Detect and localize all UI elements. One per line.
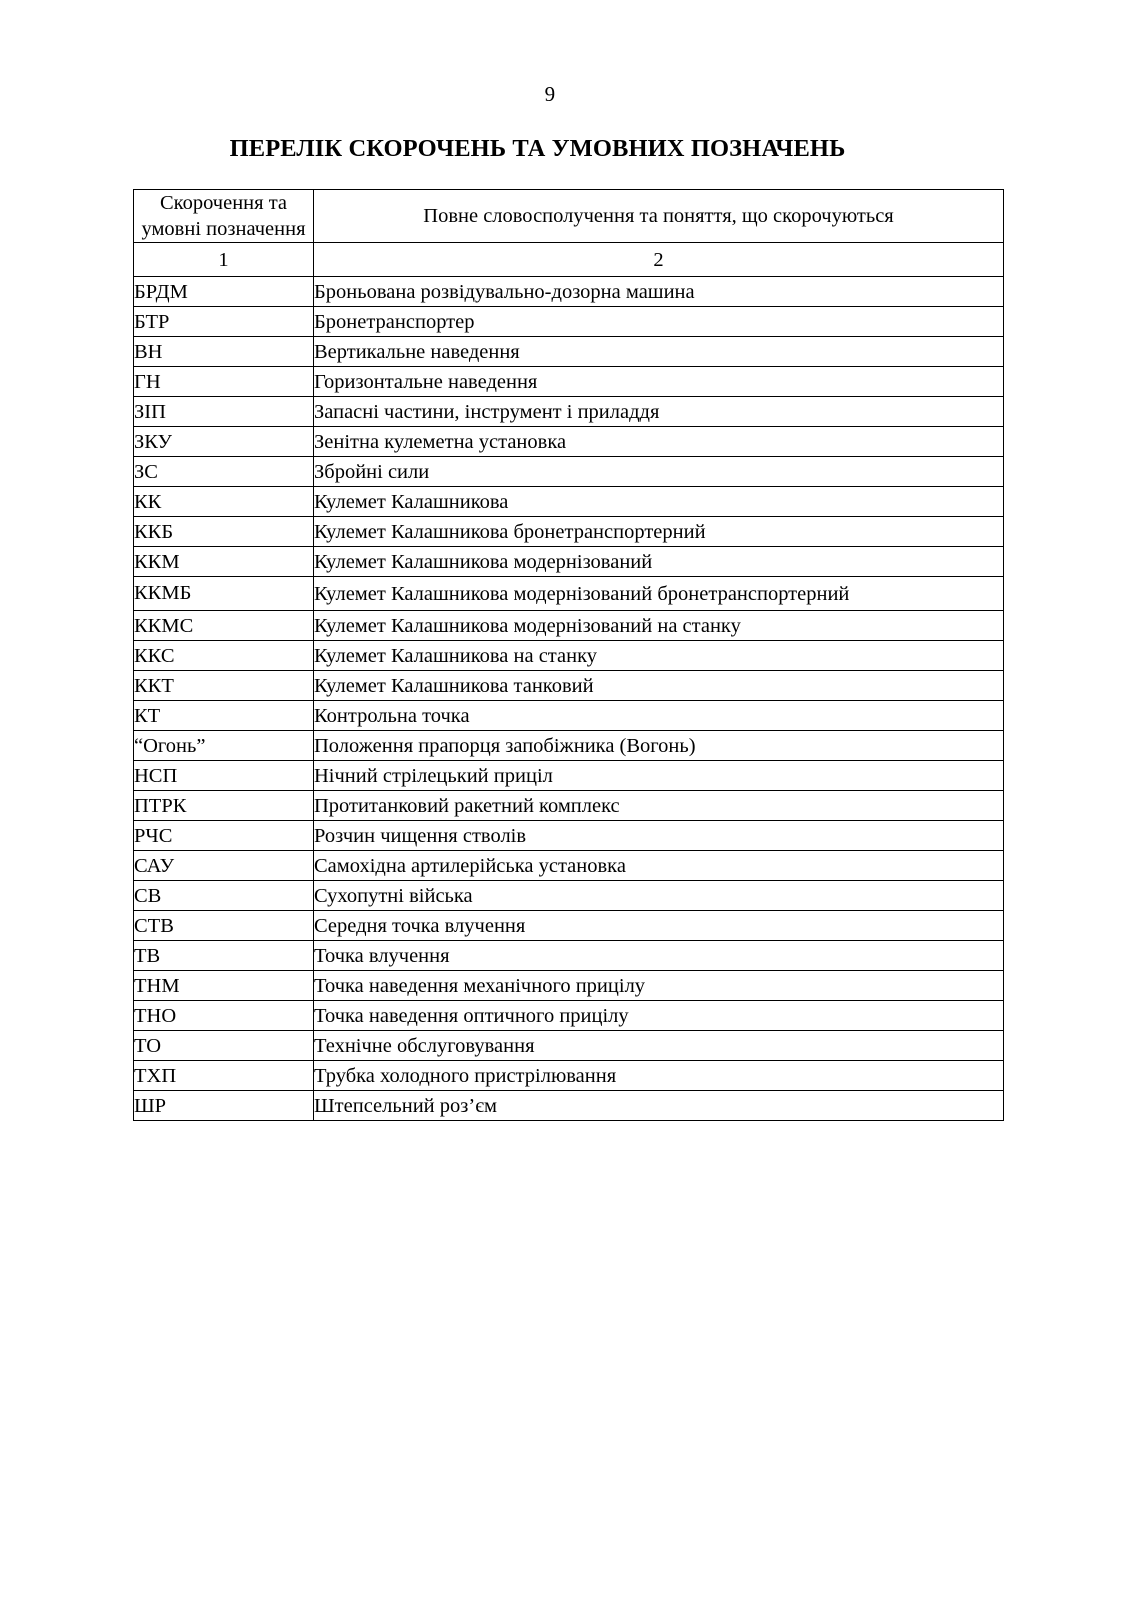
column-number-1: 1 bbox=[134, 243, 314, 277]
cell-abbreviation: НСП bbox=[134, 761, 314, 791]
column-number-2: 2 bbox=[314, 243, 1004, 277]
table-row bbox=[134, 547, 1004, 577]
table-row bbox=[134, 611, 1004, 641]
cell-full-phrase-text: Кулемет Калашникова модернізований бронетранспортерний bbox=[314, 582, 850, 605]
cell-abbreviation: СТВ bbox=[134, 911, 314, 941]
page-title: ПЕРЕЛІК СКОРОЧЕНЬ ТА УМОВНИХ ПОЗНАЧЕНЬ bbox=[229, 135, 846, 162]
table-row bbox=[134, 1091, 1004, 1121]
cell-abbreviation: СВ bbox=[134, 881, 314, 911]
table-row bbox=[134, 821, 1004, 851]
cell-full-phrase: Технічне обслуговування bbox=[314, 1031, 1004, 1061]
cell-full-phrase: Самохідна артилерійська установка bbox=[314, 851, 1004, 881]
cell-abbreviation: ЗС bbox=[134, 457, 314, 487]
page-number: 9 bbox=[544, 82, 556, 106]
cell-abbreviation: ВН bbox=[134, 337, 314, 367]
cell-full-phrase: Штепсельний роз’єм bbox=[314, 1091, 1004, 1121]
table-row bbox=[134, 1031, 1004, 1061]
cell-abbreviation: ТНО bbox=[134, 1001, 314, 1031]
cell-abbreviation: ТО bbox=[134, 1031, 314, 1061]
cell-abbreviation: ЗІП bbox=[134, 397, 314, 427]
table-row bbox=[134, 761, 1004, 791]
table-row bbox=[134, 457, 1004, 487]
table-row bbox=[134, 577, 1004, 611]
cell-abbreviation: САУ bbox=[134, 851, 314, 881]
table-row bbox=[134, 427, 1004, 457]
cell-abbreviation: БТР bbox=[134, 307, 314, 337]
table-row bbox=[134, 1061, 1004, 1091]
cell-abbreviation: ЗКУ bbox=[134, 427, 314, 457]
cell-abbreviation: ТХП bbox=[134, 1061, 314, 1091]
cell-abbreviation: ТНМ bbox=[134, 971, 314, 1001]
cell-abbreviation: ККС bbox=[134, 641, 314, 671]
table-row bbox=[134, 881, 1004, 911]
table-row bbox=[134, 337, 1004, 367]
cell-full-phrase: Зенітна кулеметна установка bbox=[314, 427, 1004, 457]
cell-full-phrase: Кулемет Калашникова танковий bbox=[314, 671, 1004, 701]
cell-full-phrase: Броньована розвідувально-дозорна машина bbox=[314, 277, 1004, 307]
cell-full-phrase: Контрольна точка bbox=[314, 701, 1004, 731]
cell-abbreviation: БРДМ bbox=[134, 277, 314, 307]
table-row bbox=[134, 941, 1004, 971]
cell-full-phrase: Положення прапорця запобіжника (Вогонь) bbox=[314, 731, 1004, 761]
table-row bbox=[134, 367, 1004, 397]
table-row bbox=[134, 1001, 1004, 1031]
cell-full-phrase: Нічний стрілецький приціл bbox=[314, 761, 1004, 791]
table-row bbox=[134, 307, 1004, 337]
cell-full-phrase: Кулемет Калашникова на станку bbox=[314, 641, 1004, 671]
table-row bbox=[134, 641, 1004, 671]
table-row bbox=[134, 911, 1004, 941]
cell-abbreviation: КК bbox=[134, 487, 314, 517]
cell-full-phrase: Сухопутні війська bbox=[314, 881, 1004, 911]
cell-abbreviation: ПТРК bbox=[134, 791, 314, 821]
cell-full-phrase: Збройні сили bbox=[314, 457, 1004, 487]
cell-full-phrase: Кулемет Калашникова бронетранспортерний bbox=[314, 517, 1004, 547]
cell-abbreviation: ККМС bbox=[134, 611, 314, 641]
table-row bbox=[134, 851, 1004, 881]
table-row bbox=[134, 701, 1004, 731]
cell-full-phrase: Кулемет Калашникова модернізований bbox=[314, 547, 1004, 577]
table-body bbox=[134, 277, 1004, 1121]
cell-full-phrase: Протитанковий ракетний комплекс bbox=[314, 791, 1004, 821]
table-header bbox=[134, 190, 1004, 277]
column-header-full-phrase: Повне словосполучення та поняття, що скорочуються bbox=[314, 190, 1004, 243]
cell-abbreviation: КТ bbox=[134, 701, 314, 731]
cell-abbreviation: РЧС bbox=[134, 821, 314, 851]
cell-abbreviation: ШР bbox=[134, 1091, 314, 1121]
cell-full-phrase: Точка влучення bbox=[314, 941, 1004, 971]
cell-full-phrase: Запасні частини, інструмент і приладдя bbox=[314, 397, 1004, 427]
table-header-row bbox=[134, 190, 1004, 243]
table-row bbox=[134, 487, 1004, 517]
cell-full-phrase: Вертикальне наведення bbox=[314, 337, 1004, 367]
table-row bbox=[134, 971, 1004, 1001]
cell-full-phrase: Середня точка влучення bbox=[314, 911, 1004, 941]
cell-full-phrase: Розчин чищення стволів bbox=[314, 821, 1004, 851]
cell-full-phrase: Кулемет Калашникова bbox=[314, 487, 1004, 517]
cell-full-phrase: Точка наведення механічного прицілу bbox=[314, 971, 1004, 1001]
cell-full-phrase: Трубка холодного пристрілювання bbox=[314, 1061, 1004, 1091]
table-row bbox=[134, 277, 1004, 307]
column-header-abbreviation: Скорочення та умовні позначення bbox=[134, 190, 314, 243]
cell-abbreviation: ТВ bbox=[134, 941, 314, 971]
cell-full-phrase: Кулемет Калашникова модернізований на станку bbox=[314, 611, 1004, 641]
cell-abbreviation: ГН bbox=[134, 367, 314, 397]
table-row bbox=[134, 671, 1004, 701]
cell-abbreviation: ККБ bbox=[134, 517, 314, 547]
cell-full-phrase: Точка наведення оптичного прицілу bbox=[314, 1001, 1004, 1031]
cell-abbreviation: ККМБ bbox=[134, 577, 314, 611]
abbreviations-table bbox=[133, 189, 1004, 1121]
cell-full-phrase bbox=[314, 577, 1004, 611]
table-row bbox=[134, 517, 1004, 547]
cell-abbreviation: ККМ bbox=[134, 547, 314, 577]
cell-abbreviation: “Огонь” bbox=[134, 731, 314, 761]
cell-full-phrase: Горизонтальне наведення bbox=[314, 367, 1004, 397]
table-row bbox=[134, 397, 1004, 427]
cell-full-phrase: Бронетранспортер bbox=[314, 307, 1004, 337]
table-column-number-row bbox=[134, 243, 1004, 277]
table-row bbox=[134, 791, 1004, 821]
table-row bbox=[134, 731, 1004, 761]
cell-abbreviation: ККТ bbox=[134, 671, 314, 701]
